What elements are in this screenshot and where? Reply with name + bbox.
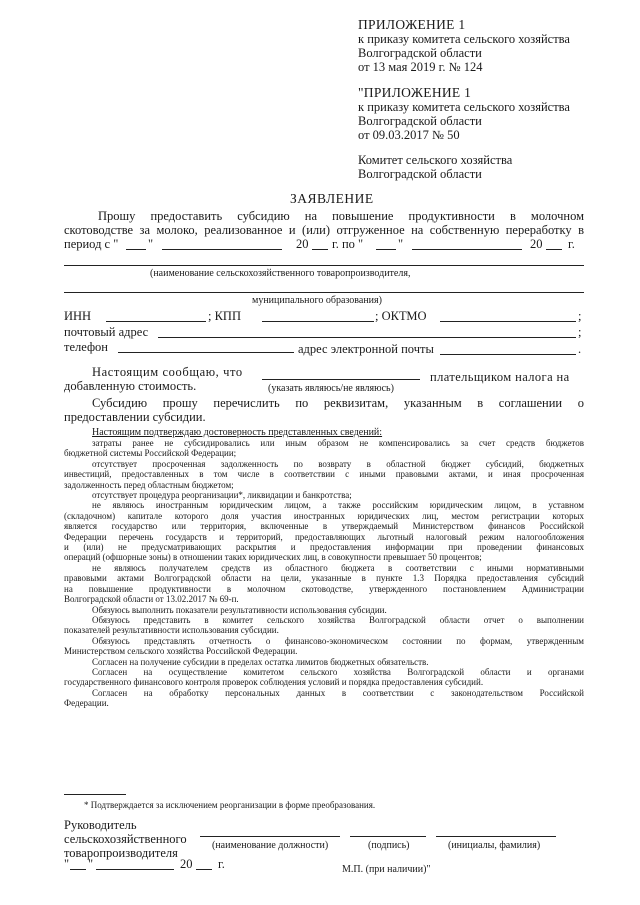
statement-line: Обязуюсь представить в комитет сельского хозяйства Волгоградской области отчет о выполнении (92, 614, 584, 625)
statement-line: не являюсь иностранным юридическим лицом, а также российским юридическим лицом, в уставном (92, 500, 584, 511)
date-year-prefix: 20 (180, 857, 193, 871)
statement-line: отсутствует просроченная задолженность по возврату в областной бюджет субсидий, бюджетных (92, 458, 584, 469)
email-dot: . (578, 342, 582, 356)
transfer-line: предоставлении субсидии. (64, 410, 206, 424)
statement-item (64, 688, 584, 709)
statement-line: бюджетной системы Российской Федерации; (64, 448, 237, 459)
appendix-region-line: Волгоградской области (358, 46, 482, 60)
statement-item (64, 615, 584, 636)
email-label: адрес электронной почты (298, 342, 434, 356)
period-end-year-field[interactable] (546, 249, 562, 250)
date-day-field[interactable] (70, 869, 86, 870)
oktmo-semicolon: ; (578, 309, 582, 323)
applicant-name-field[interactable] (64, 265, 584, 266)
statement-line: Согласен на осуществление комитетом сельского хозяйства Волгоградской области и органами (92, 666, 584, 677)
inn-field[interactable] (106, 321, 206, 322)
period-end-day-field[interactable] (376, 249, 396, 250)
statement-line: инвестиций, предоставленных в том числе в соответствии с иными правовыми актами, и иная просроченная (64, 469, 584, 480)
appendix-order-line: к приказу комитета сельского хозяйства (358, 100, 570, 114)
vat-status-field[interactable] (262, 379, 420, 380)
email-field[interactable] (440, 354, 576, 355)
appendix-title: "ПРИЛОЖЕНИЕ 1 (358, 85, 472, 100)
date-year-field[interactable] (196, 869, 212, 870)
vat-text: плательщиком налога на (430, 370, 570, 384)
period-end-month-field[interactable] (412, 249, 522, 250)
request-line: скотоводстве за молоко, реализованное и (или) отгруженное на собственную переработку в (64, 223, 584, 237)
statement-line: затраты ранее не субсидировались или иным образом не компенсировались за счет средств бюджетов (92, 438, 584, 448)
statement-line: Министерством сельского хозяйства Российской Федерации. (64, 646, 298, 657)
date-month-field[interactable] (96, 869, 174, 870)
addressee-line: Комитет сельского хозяйства (358, 153, 513, 167)
vat-caption: (указать являюсь/не являюсь) (268, 383, 394, 394)
date-quote: " (64, 857, 70, 871)
period-end-g: г. (568, 237, 575, 251)
statement-line: правовыми актами Волгоградской области на цели, указанные в пункте 1.3 Порядка предоставления субсидий (64, 573, 584, 584)
footnote-separator (64, 794, 126, 795)
signature-field[interactable] (350, 836, 426, 837)
statements-list (64, 438, 584, 709)
position-caption: (наименование должности) (212, 840, 329, 851)
statement-item (64, 605, 584, 615)
statement-line: Волгоградской области от 13.02.2017 № 69-п. (64, 594, 239, 605)
statement-line: не являюсь получателем средств из областного бюджета в соответствии с иными нормативными (92, 562, 584, 573)
date-g: г. (218, 857, 225, 871)
statement-item (64, 563, 584, 605)
statement-item (64, 459, 584, 490)
statement-line: задолженность перед областным бюджетом; (64, 479, 234, 490)
vat-text: добавленную стоимость. (64, 379, 197, 393)
municipality-caption: муниципального образования) (252, 295, 382, 306)
statement-item (64, 490, 584, 500)
statement-line: показателей результативности использования субсидии. (64, 625, 279, 636)
statement-item (64, 667, 584, 688)
signature-caption: (подпись) (368, 840, 410, 851)
period-year-prefix: 20 (296, 237, 309, 251)
phone-label: телефон (64, 340, 108, 354)
statement-line: государственного финансового контроля проверок соблюдения условий и порядка предоставления субсидий. (64, 677, 484, 688)
footnote: * Подтверждается за исключением реорганизации в форме преобразования. (84, 800, 376, 810)
statement-line: на повышение продуктивности в молочном скотоводстве, утвержденного постановлением Администрации (64, 583, 584, 594)
statement-line: Согласен на получение субсидии в пределах остатка лимитов бюджетных обязательств. (92, 656, 429, 667)
period-start-day-field[interactable] (126, 249, 146, 250)
vat-text: Настоящим сообщаю, что (92, 365, 243, 379)
statement-item (64, 438, 584, 459)
kpp-label: ; КПП (208, 309, 241, 323)
confirmation-heading: Настоящим подтверждаю достоверность представленных сведений: (92, 427, 383, 438)
applicant-name-caption: (наименование сельскохозяйственного товаропроизводителя, (150, 268, 411, 279)
appendix-header-current (358, 18, 570, 74)
statement-item (64, 636, 584, 657)
postal-semicolon: ; (578, 325, 582, 339)
date-quote: " (88, 857, 94, 871)
statement-line: Обязуюсь представлять отчетность о финансово-экономическом состоянии по формам, утвержденным (92, 635, 584, 646)
full-name-caption: (инициалы, фамилия) (448, 840, 541, 851)
stamp-note: М.П. (при наличии)" (342, 864, 431, 875)
statement-line: операций (офшорные зоны) в отношении таких юридических лиц, в совокупности превышает 50 процентов; (64, 552, 482, 563)
period-start-year-field[interactable] (312, 249, 328, 250)
inn-label: ИНН (64, 309, 92, 323)
request-paragraph (64, 209, 584, 237)
postal-address-field[interactable] (158, 337, 576, 338)
position-field[interactable] (200, 836, 340, 837)
postal-address-label: почтовый адрес (64, 325, 149, 339)
statement-line: отсутствует процедура реорганизации*, ликвидации и банкротства; (92, 490, 352, 501)
period-quote: " (398, 237, 404, 251)
oktmo-label: ; ОКТМО (375, 309, 427, 323)
appendix-date-line: от 09.03.2017 № 50 (358, 128, 460, 142)
signatory-role-line: сельскохозяйственного (64, 832, 187, 846)
phone-field[interactable] (118, 352, 294, 353)
statement-line: Согласен на обработку персональных данных в соответствии с законодательством Российской (92, 687, 584, 698)
appendix-region-line: Волгоградской области (358, 114, 482, 128)
statement-line: и (или) не предусматривающих раскрытия и предоставления информации при проведении финансовых (64, 542, 584, 553)
request-line: Прошу предоставить субсидию на повышение продуктивности в молочном (98, 209, 584, 223)
period-year-prefix: 20 (530, 237, 543, 251)
statement-item (64, 657, 584, 667)
statement-line: является государство или территория, включенные в утверждаемый Министерством финансов Российской (64, 521, 584, 532)
transfer-line: Субсидию прошу перечислить по реквизитам, указанным в соглашении о (92, 396, 584, 410)
document-title: ЗАЯВЛЕНИЕ (290, 191, 374, 206)
signatory-role (64, 818, 187, 860)
transfer-paragraph (64, 396, 584, 424)
period-by-label: г. по " (332, 237, 364, 251)
signatory-role-line: Руководитель (64, 818, 137, 832)
signatory-role-line: товаропроизводителя (64, 846, 178, 860)
period-prefix: период с " (64, 237, 119, 251)
appendix-date-line: от 13 мая 2019 г. № 124 (358, 60, 483, 74)
full-name-field[interactable] (436, 836, 556, 837)
appendix-header-previous (358, 86, 570, 142)
addressee-line: Волгоградской области (358, 167, 482, 181)
statement-line: Федерации перечень государств и территорий, предоставляющих льготный налоговый режим налогообложения (64, 531, 584, 542)
period-quote: " (148, 237, 154, 251)
statement-line: (складочном) капитале которого доля участия иностранных юридических лиц, местом регистрации которых (64, 510, 584, 521)
appendix-order-line: к приказу комитета сельского хозяйства (358, 32, 570, 46)
period-start-month-field[interactable] (162, 249, 282, 250)
statement-line: Федерации. (64, 698, 109, 709)
addressee (358, 153, 512, 181)
municipality-field[interactable] (64, 292, 584, 293)
statement-item (64, 500, 584, 562)
oktmo-field[interactable] (440, 321, 576, 322)
appendix-title: ПРИЛОЖЕНИЕ 1 (358, 17, 466, 32)
kpp-field[interactable] (262, 321, 374, 322)
statement-line: Обязуюсь выполнить показатели результативности использования субсидии. (92, 604, 387, 615)
